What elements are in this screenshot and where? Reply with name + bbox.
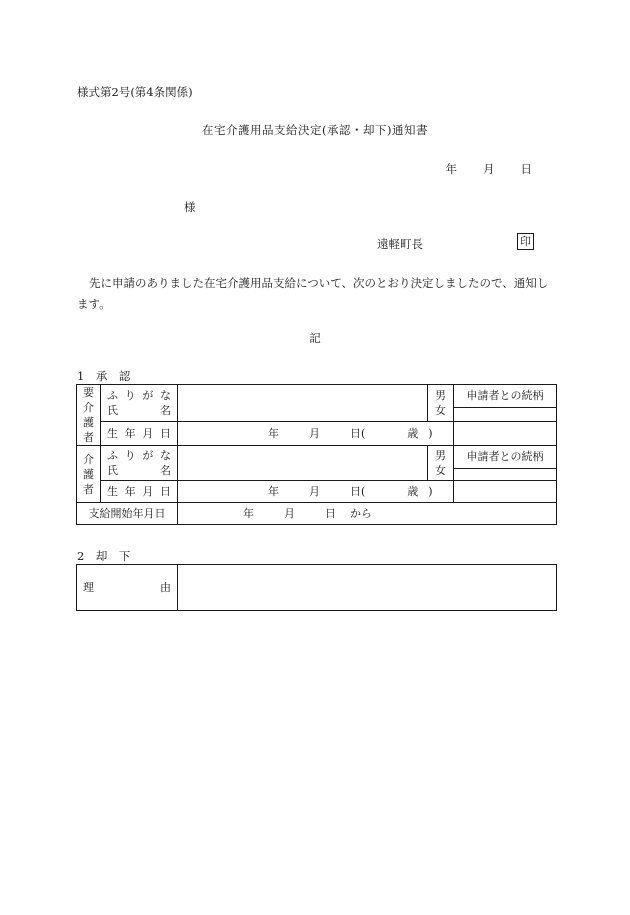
section-rejection-heading: 2 却 下: [77, 549, 131, 563]
cared-person-relationship-cell: [454, 385, 557, 422]
document-title: 在宅介護用品支給決定(承認・却下)通知書: [202, 123, 428, 137]
reason-field[interactable]: [178, 565, 557, 611]
start-date-field[interactable]: 年 月 日 から: [178, 503, 557, 525]
seal-mark: 印: [517, 233, 534, 250]
caregiver-relationship-field[interactable]: [454, 481, 557, 503]
cared-person-name-field[interactable]: [178, 385, 428, 422]
cared-person-relationship-field[interactable]: [454, 422, 557, 446]
issuer-name: 遠軽町長: [377, 237, 423, 251]
caregiver-sex-field[interactable]: 男 女: [428, 446, 454, 481]
approval-table: [76, 384, 557, 525]
form-number: 様式第2号(第4条関係): [77, 85, 193, 99]
date-day: 日: [520, 162, 532, 176]
reason-label: 理 由: [77, 565, 178, 611]
issue-date: [446, 161, 533, 177]
section-approval-heading: 1 承 認: [77, 369, 131, 383]
furigana-name-label: ふ り が な 氏 名: [101, 385, 178, 422]
notice-body: 先に申請のありました在宅介護用品支給について、次のとおり決定しましたので、通知します。: [77, 276, 549, 311]
relationship-label: 申請者との続柄: [454, 385, 556, 408]
caregiver-label: 介 護 者: [77, 446, 101, 503]
ki-heading: 記: [309, 331, 321, 345]
caregiver-relationship-cell: [454, 446, 557, 481]
cared-person-sex-field[interactable]: 男 女: [428, 385, 454, 422]
caregiver-dob-label: 生 年 月 日: [101, 481, 178, 503]
start-date-label: 支給開始年月日: [77, 503, 178, 525]
dob-label: 生 年 月 日: [101, 422, 178, 446]
date-month: 月: [483, 162, 495, 176]
caregiver-name-field[interactable]: [178, 446, 428, 481]
caregiver-furigana-name-label: ふ り が な 氏 名: [101, 446, 178, 481]
addressee-suffix: 様: [184, 200, 196, 214]
cared-person-label: 要 介 護 者: [77, 385, 101, 446]
cared-person-dob-field[interactable]: 年 月 日( 歳 ): [178, 422, 454, 446]
date-year: 年: [445, 162, 457, 176]
rejection-table: [76, 564, 557, 611]
caregiver-relationship-label: 申請者との続柄: [454, 446, 556, 469]
caregiver-dob-field[interactable]: 年 月 日( 歳 ): [178, 481, 454, 503]
